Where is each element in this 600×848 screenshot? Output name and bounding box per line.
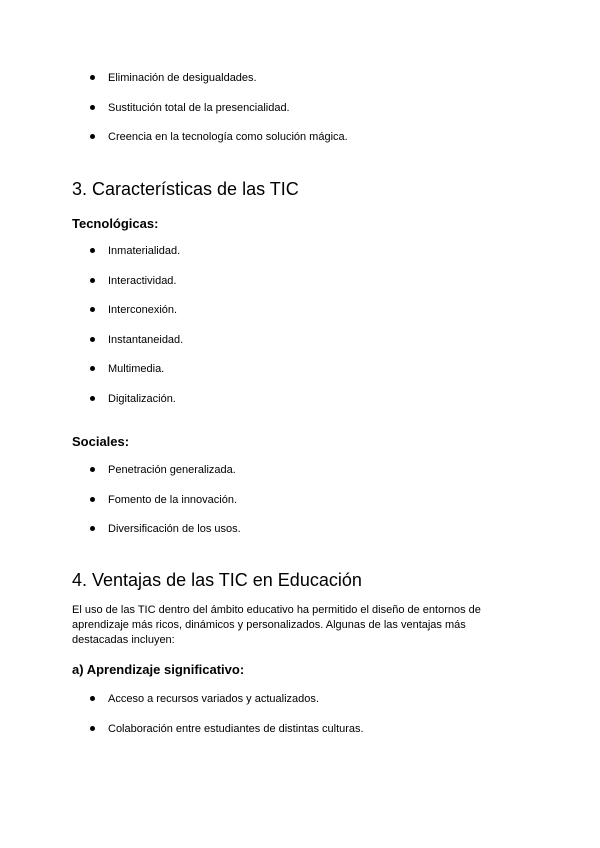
list-item-text: Interactividad. [108,274,177,287]
section-3-title: 3. Características de las TIC [72,179,299,199]
list-item-text: Digitalización. [108,392,176,405]
list-item [0,463,600,493]
bullet-icon [90,497,95,502]
list-item-text: Fomento de la innovación. [108,493,238,506]
bullet-icon [90,366,95,371]
bullet-icon [90,75,95,80]
section-4-paragraph [72,603,532,648]
bullet-icon [90,105,95,110]
bullet-icon [90,396,95,401]
bullet-icon [90,526,95,531]
list-item [0,362,600,392]
list-item-text: Inmaterialidad. [108,245,181,257]
tecnologicas-bullet-list [0,244,600,422]
list-item [0,692,600,722]
list-item [0,101,600,131]
list-item [0,722,600,752]
section-4-title: 4. Ventajas de las TIC en Educación [72,570,362,590]
list-item-text: Acceso a recursos variados y actualizados. [108,693,319,705]
list-item-text: Colaboración entre estudiantes de distintas culturas. [108,722,364,735]
list-item [0,71,600,101]
list-item-text: Interconexión. [108,304,178,317]
list-item [0,333,600,363]
bullet-icon [90,278,95,283]
list-item-text: Diversificación de los usos. [108,523,241,536]
tecnologicas-heading: Tecnológicas: [72,216,159,231]
bullet-icon [90,467,95,472]
list-item-text: Multimedia. [108,363,165,376]
list-item [0,493,600,523]
sociales-bullet-list [0,463,600,552]
list-item [0,303,600,333]
list-item [0,244,600,274]
list-item-text: Creencia en la tecnología como solución mágica. [108,131,348,144]
list-item-text: Sustitución total de la presencialidad. [108,101,290,114]
list-item [0,522,600,552]
sociales-heading: Sociales: [72,434,130,449]
bullet-icon [90,696,95,701]
aprendizaje-bullet-list [0,692,600,751]
list-item-text: Eliminación de desigualdades. [108,72,257,84]
intro-bullet-list [0,71,600,160]
bullet-icon [90,337,95,342]
list-item-text: Penetración generalizada. [108,464,236,476]
list-item [0,274,600,304]
bullet-icon [90,248,95,253]
paragraph-line: destacadas incluyen: [72,634,175,646]
list-item [0,130,600,160]
paragraph-line: El uso de las TIC dentro del ámbito educativo ha permitido el diseño de entornos de [72,604,481,616]
list-item [0,392,600,422]
list-item-text: Instantaneidad. [108,333,184,346]
aprendizaje-heading: a) Aprendizaje significativo: [72,662,245,677]
bullet-icon [90,307,95,312]
bullet-icon [90,726,95,731]
bullet-icon [90,134,95,139]
paragraph-line: aprendizaje más ricos, dinámicos y personalizados. Algunas de las ventajas más [72,619,466,631]
